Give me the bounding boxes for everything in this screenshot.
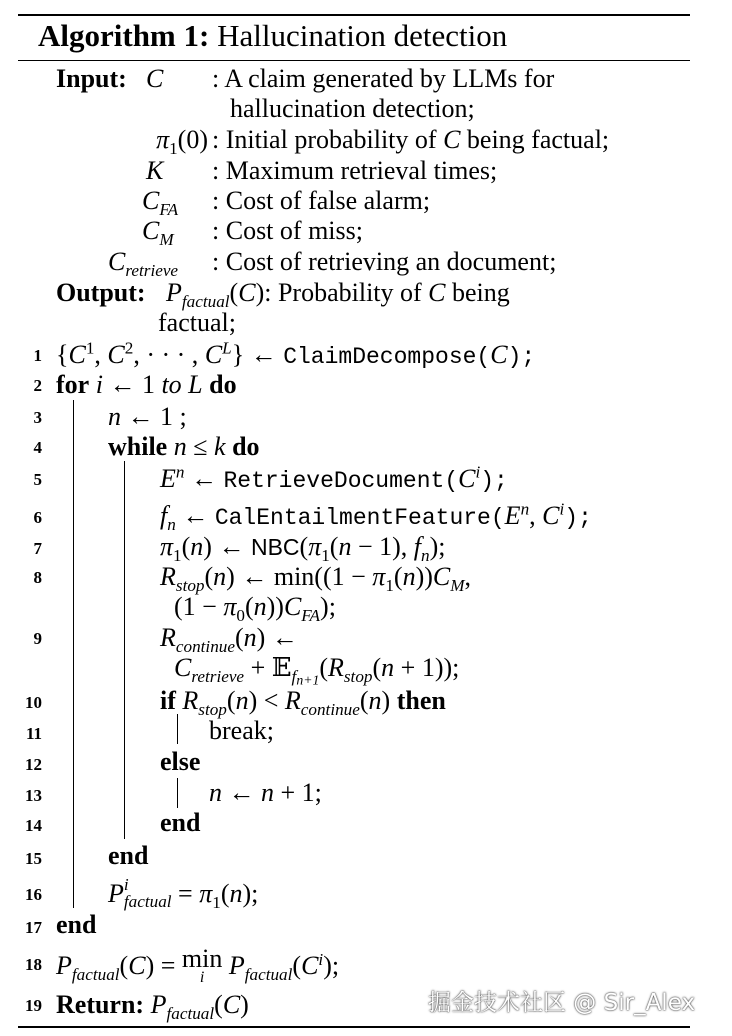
code-line-11: break; [209,716,274,745]
line-number: 18 [25,955,42,974]
code-line-4: while n ≤ k do [108,432,260,461]
line-number: 10 [25,693,42,712]
code-line-6: $f_n$ ← $CalEntailmentFeature(E^n$, $C^i$); [160,499,592,534]
code-line-7: $\pi_1(n)$ ← $NBC(\pi_1(n - 1)$, $f_n$); [160,532,446,565]
line-number: 15 [25,849,42,868]
title-rule [18,60,690,61]
input-desc-cm: : Cost of miss; [212,216,363,245]
input-label: Input: [56,64,127,93]
output-desc-cont: factual; [158,308,236,337]
line-number: 11 [25,724,42,743]
line-number: 7 [33,539,42,558]
code-line-17: end [56,910,97,939]
input-param-cm: $C_M$ [142,216,174,249]
code-line-14: end [160,808,201,837]
output-label: Output: [56,278,146,307]
line-number: 12 [25,755,42,774]
input-desc-c-cont: hallucination detection; [230,94,475,123]
input-desc-cretrieve: : Cost of retrieving an document; [212,247,557,276]
line-number: 5 [33,470,42,489]
code-line-13: n ← n + 1; [209,778,322,807]
bottom-rule [18,1026,690,1028]
code-line-9-cont: $C_{retrieve}$ + $𝔼_{f_{n+1}}(R_{stop}(n + 1))$; [174,653,460,688]
cal-entailment-fn: CalEntailmentFeature [214,505,491,531]
line-number: 9 [33,629,42,648]
code-line-8: $R_{stop}(n)$ ← $\min((1 - \pi_1(n))C_M$, [160,562,472,595]
line-number: 2 [33,376,42,395]
code-line-16: P i factual = $\pi_1(n)$; [108,875,259,913]
input-param-cfa: $C_{FA}$ [142,186,179,219]
output-value: $P_{factual}(C)$: Probability of C being [166,278,510,311]
line-number: 14 [25,816,42,835]
line-number: 13 [25,786,42,805]
algorithm-title [38,18,507,54]
claim-decompose-fn: ClaimDecompose [283,344,477,370]
code-line-12: else [160,747,201,776]
code-line-2: for i ← 1 to L do [56,370,237,399]
input-param-pi1: $\pi_1(0)$ [156,125,208,158]
line-number: 1 [33,346,42,365]
line-number: 17 [25,918,42,937]
nbc-fn: NBC [250,534,300,560]
for-block-bar [73,400,74,908]
algorithm-label: Algorithm 1: [38,18,210,53]
input-desc-c: : A claim generated by LLMs for [212,64,555,93]
code-line-15: end [108,841,149,870]
line-number: 8 [33,568,42,587]
retrieve-document-fn: RetrieveDocument [223,468,445,494]
code-line-8-cont: $(1 - \pi_0(n))C_{FA}$); [174,592,336,625]
code-line-1: {$C^1$, $C^2$, · · · , $C^L$} ← ClaimDecompose(C); [56,338,536,370]
while-block-bar [124,461,125,839]
input-param-cretrieve: $C_{retrieve}$ [108,247,179,280]
input-param-c: C [146,64,164,93]
code-line-5: $E^n$ ← $RetrieveDocument(C^i)$; [160,462,508,494]
code-line-18: $P_{factual}(C)$ = min i $P_{factual}(C^i)$; [56,944,340,986]
code-line-10: if $R_{stop}(n) < R_{continue}(n)$ then [160,686,446,719]
else-block-bar [177,778,178,808]
code-line-19: Return: $P_{factual}(C)$ [56,990,249,1023]
line-number: 4 [33,438,42,457]
if-block-bar [177,714,178,744]
watermark: 掘金技术社区 @ Sir_Alex [428,990,696,1016]
line-number: 3 [33,408,42,427]
line-number: 16 [25,885,42,904]
code-line-3: n ← 1 ; [108,402,187,431]
input-param-k: K [146,156,164,185]
algorithm-name: Hallucination detection [217,18,508,53]
line-number: 19 [25,996,42,1015]
top-rule [18,14,690,16]
code-line-9: $R_{continue}(n)$ ← [160,623,298,656]
input-desc-k: : Maximum retrieval times; [212,156,498,185]
input-desc-pi1: : Initial probability of C being factual; [212,125,610,154]
line-number: 6 [33,508,42,527]
input-desc-cfa: : Cost of false alarm; [212,186,431,215]
